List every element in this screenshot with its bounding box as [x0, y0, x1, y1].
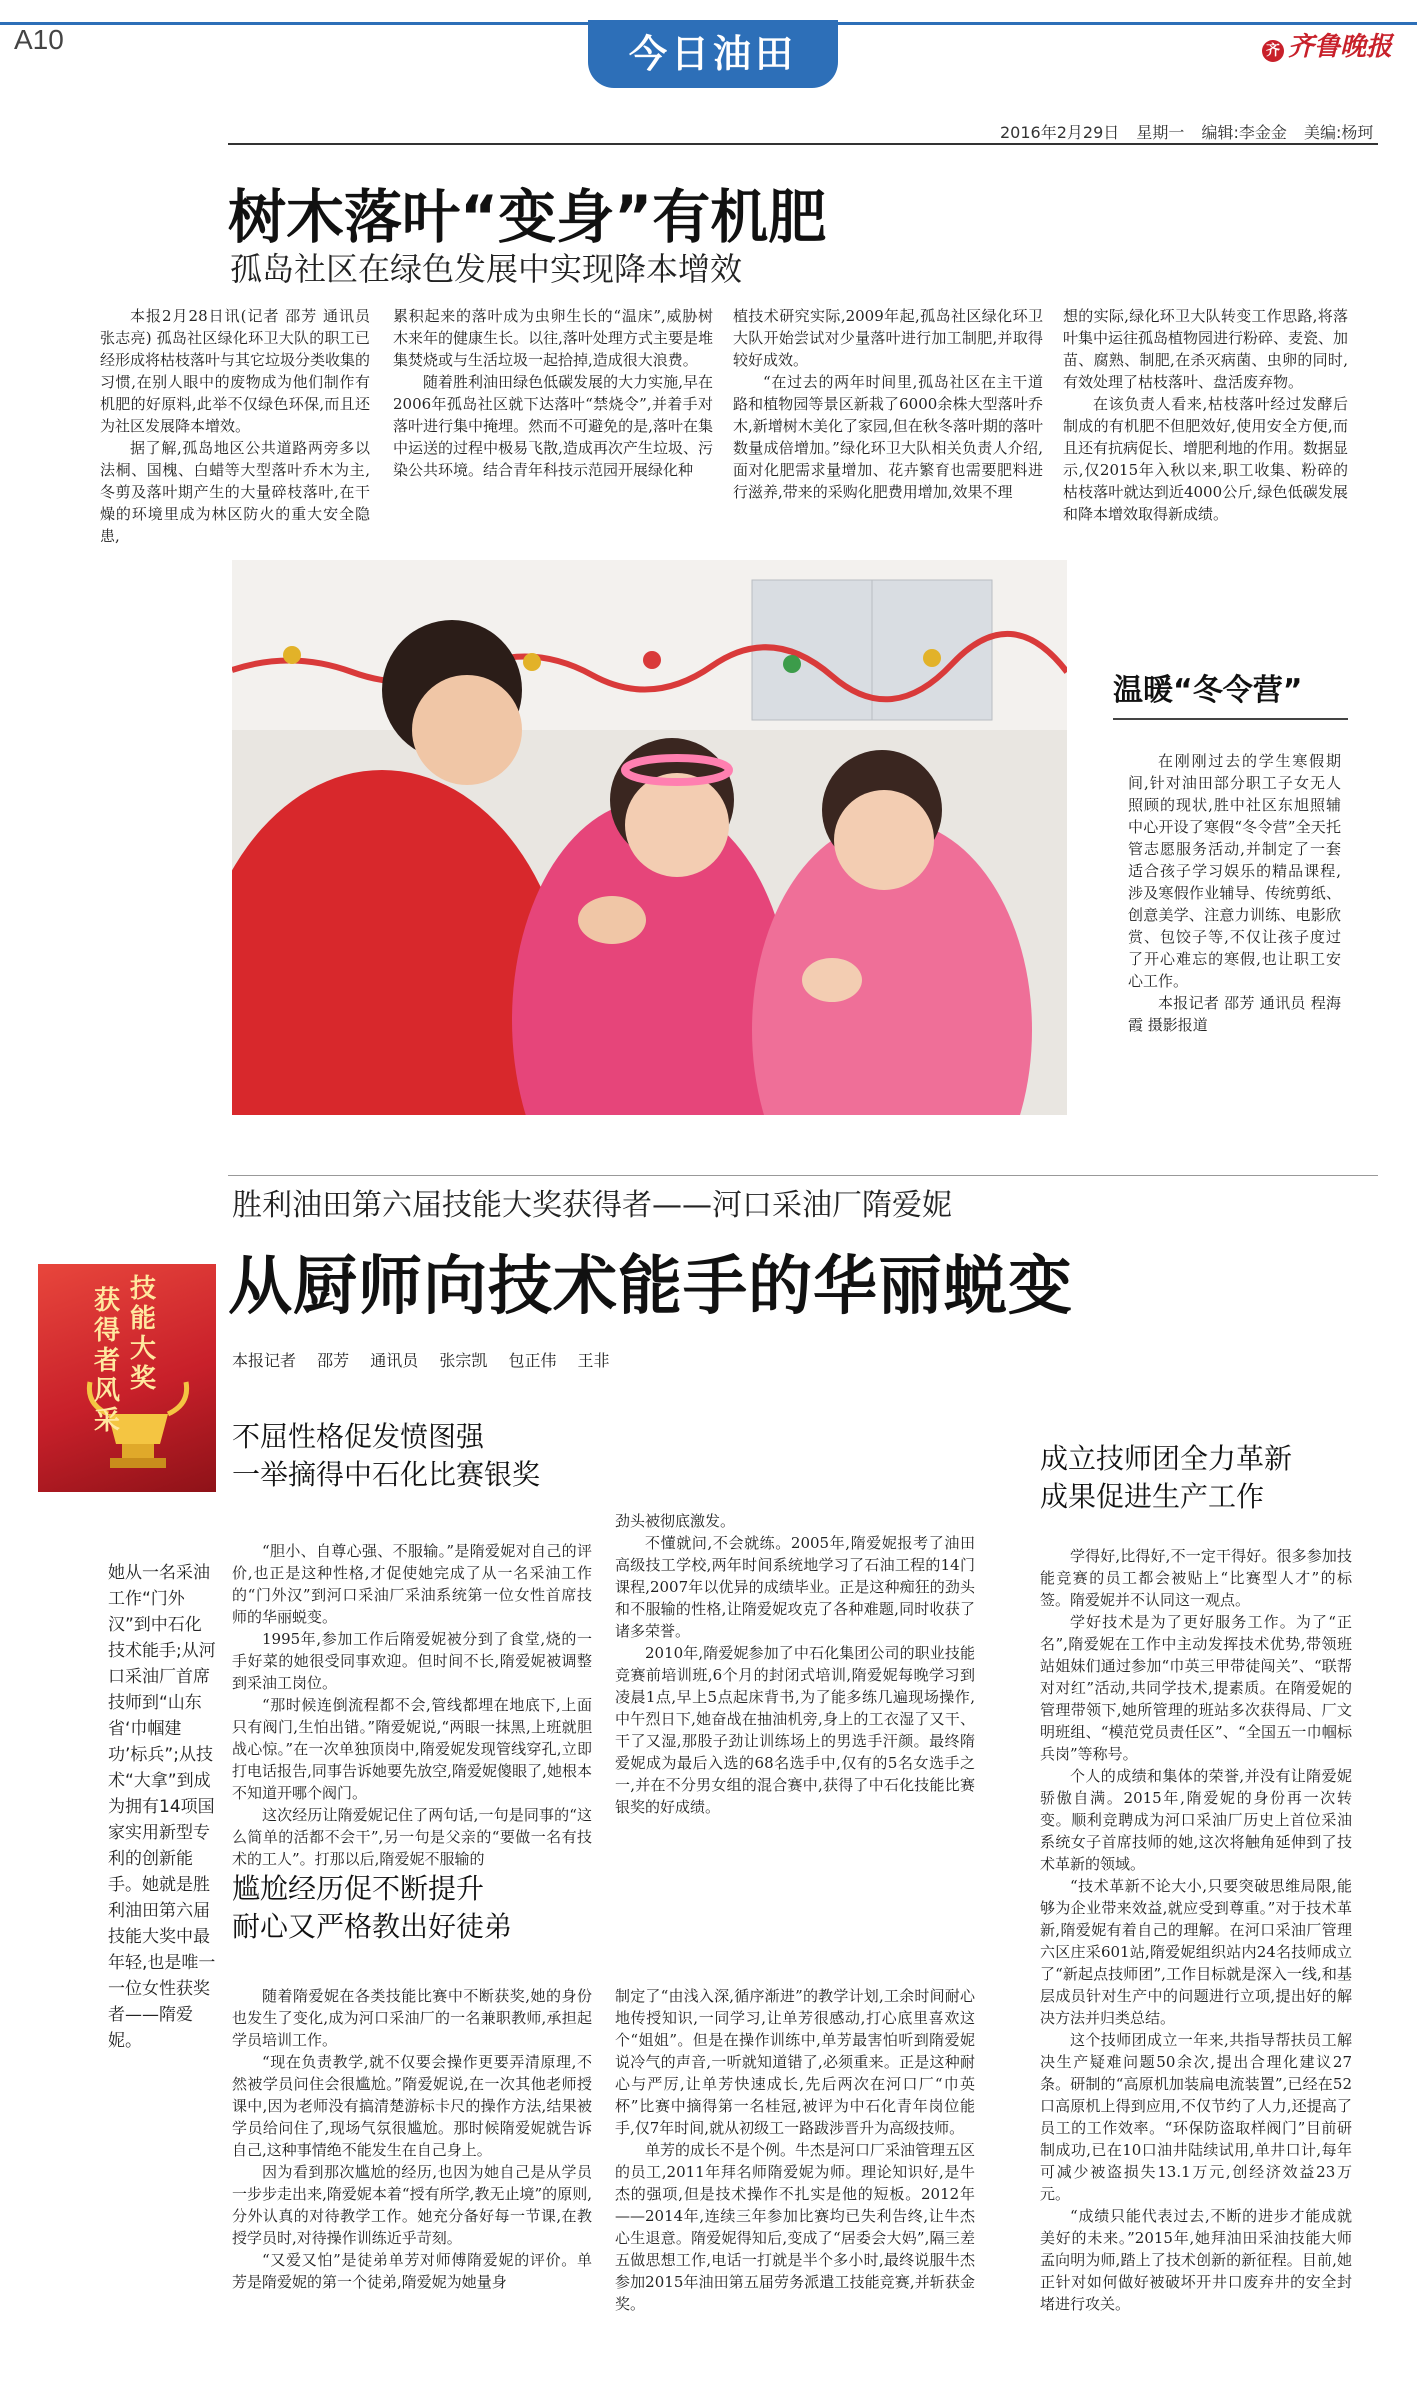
section1-column-1 — [232, 1540, 592, 1870]
section2-column-1 — [232, 1985, 592, 2293]
logo-mark-icon: 齐 — [1262, 40, 1284, 62]
brand-logo — [1262, 26, 1392, 63]
article2-kicker: 胜利油田第六届技能大奖获得者——河口采油厂隋爱妮 — [232, 1188, 952, 1223]
issue-date: 2016年2月29日 — [1000, 123, 1120, 142]
article1-c3-p2: “在过去的两年时间里,孤岛社区在主干道路和植物园等景区新栽了6000余株大型落叶乔木,新增树木美化了家园,但在秋冬落叶期的落叶数量成倍增加。”绿化环卫大队相关负责人介绍,面对化肥需求量增加、花卉繁育也需要肥料进行滋养,带来的采购化肥费用增加,效果不理 — [733, 373, 1043, 501]
section1-c2-p1: 劲头被彻底激发。 — [615, 1512, 736, 1530]
article1-c2-p2: 随着胜利油田绿色低碳发展的大力实施,早在2006年孤岛社区就下达落叶“禁烧令”,并着手对落叶进行集中掩埋。然而不可避免的是,落叶在集中运送的过程中极易飞散,造成再次产生垃圾、污染公共环境。结合青年科技示范园开展绿化种 — [393, 373, 713, 479]
editor-credit: 编辑:李金金 — [1201, 123, 1287, 142]
section2-column-2 — [615, 1985, 975, 2315]
photo-caption-title: 温暖“冬令营” — [1113, 673, 1303, 708]
article1-c3-p1: 植技术研究实际,2009年起,孤岛社区绿化环卫大队开始尝试对少量落叶进行加工制肥,并取得较好成效。 — [733, 307, 1043, 369]
section2-c2-p1: 制定了“由浅入深,循序渐进”的教学计划,工余时间耐心地传授知识,一同学习,让单芳很感动,打心底里喜欢这个“姐姐”。但是在操作训练中,单芳最害怕听到隋爱妮说冷气的声音,一听就知道错了,必须重来。正是这种耐心与严厉,让单芳快速成长,先后两次在河口厂“巾英杯”比赛中摘得第一名桂冠,被评为中石化青年岗位能手,仅7年时间,就从初级工一路跋涉晋升为高级技师。 — [615, 1987, 975, 2137]
article2-intro: 她从一名采油工作“门外汉”到中石化技术能手;从河口采油厂首席技师到“山东省‘巾帼建功’标兵”;从技术“大拿”到成为拥有14项国家实用新型专利的创新能手。她就是胜利油田第六届技能大奖中最年轻,也是唯一一位女性获奖者——隋爱妮。 — [108, 1563, 216, 2051]
byline-item: 王非 — [577, 1351, 610, 1370]
side-label-1: 技能大奖 — [130, 1274, 157, 1394]
byline-item: 本报记者 — [232, 1351, 297, 1370]
photo-caption — [1128, 750, 1341, 1036]
section3-title — [1040, 1440, 1292, 1516]
section3-p3: 个人的成绩和集体的荣誉,并没有让隋爱妮骄傲自满。2015年,隋爱妮的身份再一次转变。顺利竞聘成为河口采油厂历史上首位采油系统女子首席技师的她,这次将触角延伸到了技术革新的领域。 — [1040, 1767, 1352, 1873]
section3-p6: “成绩只能代表过去,不断的进步才能成就美好的未来。”2015年,她拜油田采油技能大师孟向明为师,踏上了技术创新的新征程。目前,她正针对如何做好被破坏开井口废弃井的安全封堵进行攻关。 — [1040, 2207, 1352, 2313]
section1-title-line2: 一举摘得中石化比赛银奖 — [232, 1458, 541, 1491]
section3-p4: “技术革新不论大小,只要突破思维局限,能够为企业带来效益,就应受到尊重。”对于技术革新,隋爱妮有着自己的理解。在河口采油厂管理六区庄采601站,隋爱妮组织站内24名技师成立了“新起点技师团”,工作目标就是深入一线,和基层成员针对生产中的问题进行立项,提出好的解决方法并归类总结。 — [1040, 1877, 1352, 2027]
byline-item: 通讯员 — [370, 1351, 419, 1370]
section2-c1-p2: “现在负责教学,就不仅要会操作更要弄清原理,不然被学员问住会很尴尬。”隋爱妮说,在一次其他老师授课中,因为老师没有搞清楚游标卡尺的操作方法,结果被学员给问住了,现场气氛很尴尬。那时候隋爱妮就告诉自己,这种事情绝不能发生在自己身上。 — [232, 2053, 592, 2159]
section2-title-line2: 耐心又严格教出好徒弟 — [232, 1910, 513, 1943]
article1-column-3 — [733, 305, 1043, 503]
page-number: A10 — [14, 24, 64, 55]
article1-headline: 树木落叶“变身”有机肥 — [228, 183, 827, 251]
photo-illustration — [232, 560, 1067, 1115]
byline-item: 邵芳 — [317, 1351, 350, 1370]
section1-c1-p1: “胆小、自尊心强、不服输。”是隋爱妮对自己的评价,也正是这种性格,才促使她完成了从一名采油工作的“门外汉”到河口采油厂采油系统第一位女性首席技师的华丽蜕变。 — [232, 1542, 592, 1626]
article1-c2-p1: 累积起来的落叶成为虫卵生长的“温床”,威胁树木来年的健康生长。以往,落叶处理方式主要是堆集焚烧或与生活垃圾一起拾掉,造成很大浪费。 — [393, 307, 713, 369]
side-label-2: 获得者风采 — [94, 1286, 121, 1436]
designer-credit: 美编:杨珂 — [1303, 123, 1374, 142]
brand-name: 齐鲁晚报 — [1288, 32, 1393, 62]
article2-byline — [232, 1348, 626, 1371]
section2-title — [232, 1870, 512, 1946]
section1-title-line1: 不屈性格促发愤图强 — [232, 1420, 485, 1453]
byline-item: 张宗凯 — [439, 1351, 488, 1370]
dateline — [1000, 120, 1385, 143]
section1-c1-p3: “那时候连倒流程都不会,管线都埋在地底下,上面只有阀门,生怕出错。”隋爱妮说,“两眼一抹黑,上班就胆战心惊。”在一次单独顶岗中,隋爱妮发现管线穿孔,立即打电话报告,同事告诉她要先放空,隋爱妮傻眼了,她根本不知道开哪个阀门。 — [232, 1696, 592, 1802]
trophy-icon — [38, 1264, 216, 1492]
header-divider — [228, 143, 1378, 145]
article1-column-1 — [100, 305, 370, 547]
section1-c1-p2: 1995年,参加工作后隋爱妮被分到了食堂,烧的一手好菜的她很受同事欢迎。但时间不长,隋爱妮被调整到采油工岗位。 — [232, 1630, 592, 1692]
section1-c2-p2: 不懂就问,不会就练。2005年,隋爱妮报考了油田高级技工学校,两年时间系统地学习了石油工程的14门课程,2007年以优异的成绩毕业。正是这种痴狂的劲头和不服输的性格,让隋爱妮攻克了各种难题,同时收获了诸多荣誉。 — [615, 1534, 975, 1640]
award-side-image — [38, 1264, 216, 1492]
section1-title — [232, 1418, 540, 1494]
issue-weekday: 星期一 — [1136, 123, 1185, 142]
article1-column-4 — [1063, 305, 1348, 525]
section3-p5: 这个技师团成立一年来,共指导帮扶员工解决生产疑难问题50余次,提出合理化建议27条。研制的“高原机加装扁电流装置”,已经在52口高原机上得到应用,不仅节约了人力,还提高了员工的工作效率。“环保防盗取样阀门”目前研制成功,已在10口油井陆续试用,单井口计,每年可减少被盗损失13.1万元,创经济效益23万元。 — [1040, 2031, 1352, 2203]
section1-c1-p4: 这次经历让隋爱妮记住了两句话,一句是同事的“这么简单的活都不会干”,另一句是父亲的“要做一名有技术的工人”。打那以后,隋爱妮不服输的 — [232, 1806, 592, 1868]
article1-c1-p1: 本报2月28日讯(记者 邵芳 通讯员 张志亮) 孤岛社区绿化环卫大队的职工已经形成将枯枝落叶与其它垃圾分类收集的习惯,在别人眼中的废物成为他们制作有机肥的好原料,此举不仅绿色环保,而且还为社区发展降本增效。 — [100, 307, 371, 435]
photo-caption-credit: 本报记者 邵芳 通讯员 程海霞 摄影报道 — [1128, 994, 1341, 1034]
section-banner: 今日油田 — [588, 20, 838, 88]
article1-subheadline: 孤岛社区在绿色发展中实现降本增效 — [230, 250, 743, 288]
article1-column-2 — [393, 305, 713, 481]
article2-headline: 从厨师向技术能手的华丽蜕变 — [228, 1250, 1073, 1324]
section2-c1-p1: 随着隋爱妮在各类技能比赛中不断获奖,她的身份也发生了变化,成为河口采油厂的一名兼职教师,承担起学员培训工作。 — [232, 1987, 592, 2049]
section3-title-line1: 成立技师团全力革新 — [1040, 1442, 1293, 1475]
article1-c4-p2: 在该负责人看来,枯枝落叶经过发酵后制成的有机肥不但肥效好,使用安全方便,而且还有抗病促长、增肥利地的作用。数据显示,仅2015年入秋以来,职工收集、粉碎的枯枝落叶就达到近4000公斤,绿色低碳发展和降本增效取得新成绩。 — [1063, 395, 1349, 523]
section3-p2: 学好技术是为了更好服务工作。为了“正名”,隋爱妮在工作中主动发挥技术优势,带领班站姐妹们通过参加“巾英三甲带徒闯关”、“联帮对对红”活动,共同学技术,提素质。在隋爱妮的管理带领下,她所管理的班站多次获得局、厂文明班组、“模范党员责任区”、“全国五一巾帼标兵岗”等称号。 — [1040, 1613, 1352, 1763]
section3-title-line2: 成果促进生产工作 — [1040, 1480, 1265, 1513]
article1-c1-p2: 据了解,孤岛地区公共道路两旁多以法桐、国槐、白蜡等大型落叶乔木为主,冬剪及落叶期产生的大量碎枝落叶,在干燥的环境里成为林区防火的重大安全隐患, — [100, 439, 370, 545]
section2-c1-p4: “又爱又怕”是徒弟单芳对师傅隋爱妮的评价。单芳是隋爱妮的第一个徒弟,隋爱妮为她量身 — [232, 2251, 592, 2291]
section2-c2-p2: 单芳的成长不是个例。牛杰是河口厂采油管理五区的员工,2011年拜名师隋爱妮为师。理论知识好,是牛杰的强项,但是技术操作不扎实是他的短板。2012年——2014年,连续三年参加比赛均已失利告终,让牛杰心生退意。隋爱妮得知后,变成了“居委会大妈”,隔三差五做思想工作,电话一打就是半个多小时,最终说服牛杰参加2015年油田第五届劳务派遣工技能竞赛,并斩获金奖。 — [615, 2141, 976, 2313]
winter-camp-photo — [232, 560, 1067, 1115]
section1-column-2 — [615, 1510, 975, 1818]
article1-c4-p1: 想的实际,绿化环卫大队转变工作思路,将落叶集中运往孤岛植物园进行粉碎、麦瓷、加苗、腐熟、制肥,在杀灭病菌、虫卵的同时,有效处理了枯枝落叶、盘活废弃物。 — [1063, 307, 1349, 391]
byline-item: 包正伟 — [508, 1351, 557, 1370]
section2-c1-p3: 因为看到那次尴尬的经历,也因为她自己是从学员一步步走出来,隋爱妮本着“授有所学,教无止境”的原则,分外认真的对待教学工作。她充分备好每一节课,在教授学员时,对待操作训练近乎苛刻。 — [232, 2163, 592, 2247]
section2-title-line1: 尴尬经历促不断提升 — [232, 1872, 485, 1905]
photo-caption-text: 在刚刚过去的学生寒假期间,针对油田部分职工子女无人照顾的现状,胜中社区东旭照辅中心开设了寒假“冬令营”全天托管志愿服务活动,并制定了一套适合孩子学习娱乐的精品课程,涉及寒假作业辅导、传统剪纸、创意美学、注意力训练、电影欣赏、包饺子等,不仅让孩子度过了开心难忘的寒假,也让职工安心工作。 — [1128, 752, 1341, 990]
section1-c2-p3: 2010年,隋爱妮参加了中石化集团公司的职业技能竞赛前培训班,6个月的封闭式培训,隋爱妮每晚学习到凌晨1点,早上5点起床背书,为了能多练几遍现场操作,中午烈日下,她奋战在抽油机旁,身上的工衣湿了又干、干了又湿,那股子劲让训练场上的男选手汗颜。最终隋爱妮成为最后入选的68名选手中,仅有的5名女选手之一,并在不分男女组的混合赛中,获得了中石化技能比赛银奖的好成绩。 — [615, 1644, 975, 1816]
section3-column — [1040, 1545, 1352, 2315]
section3-p1: 学得好,比得好,不一定干得好。很多参加技能竞赛的员工都会被贴上“比赛型人才”的标签。隋爱妮并不认同这一观点。 — [1040, 1547, 1352, 1609]
section-divider — [228, 1175, 1378, 1176]
caption-divider — [1113, 718, 1348, 720]
